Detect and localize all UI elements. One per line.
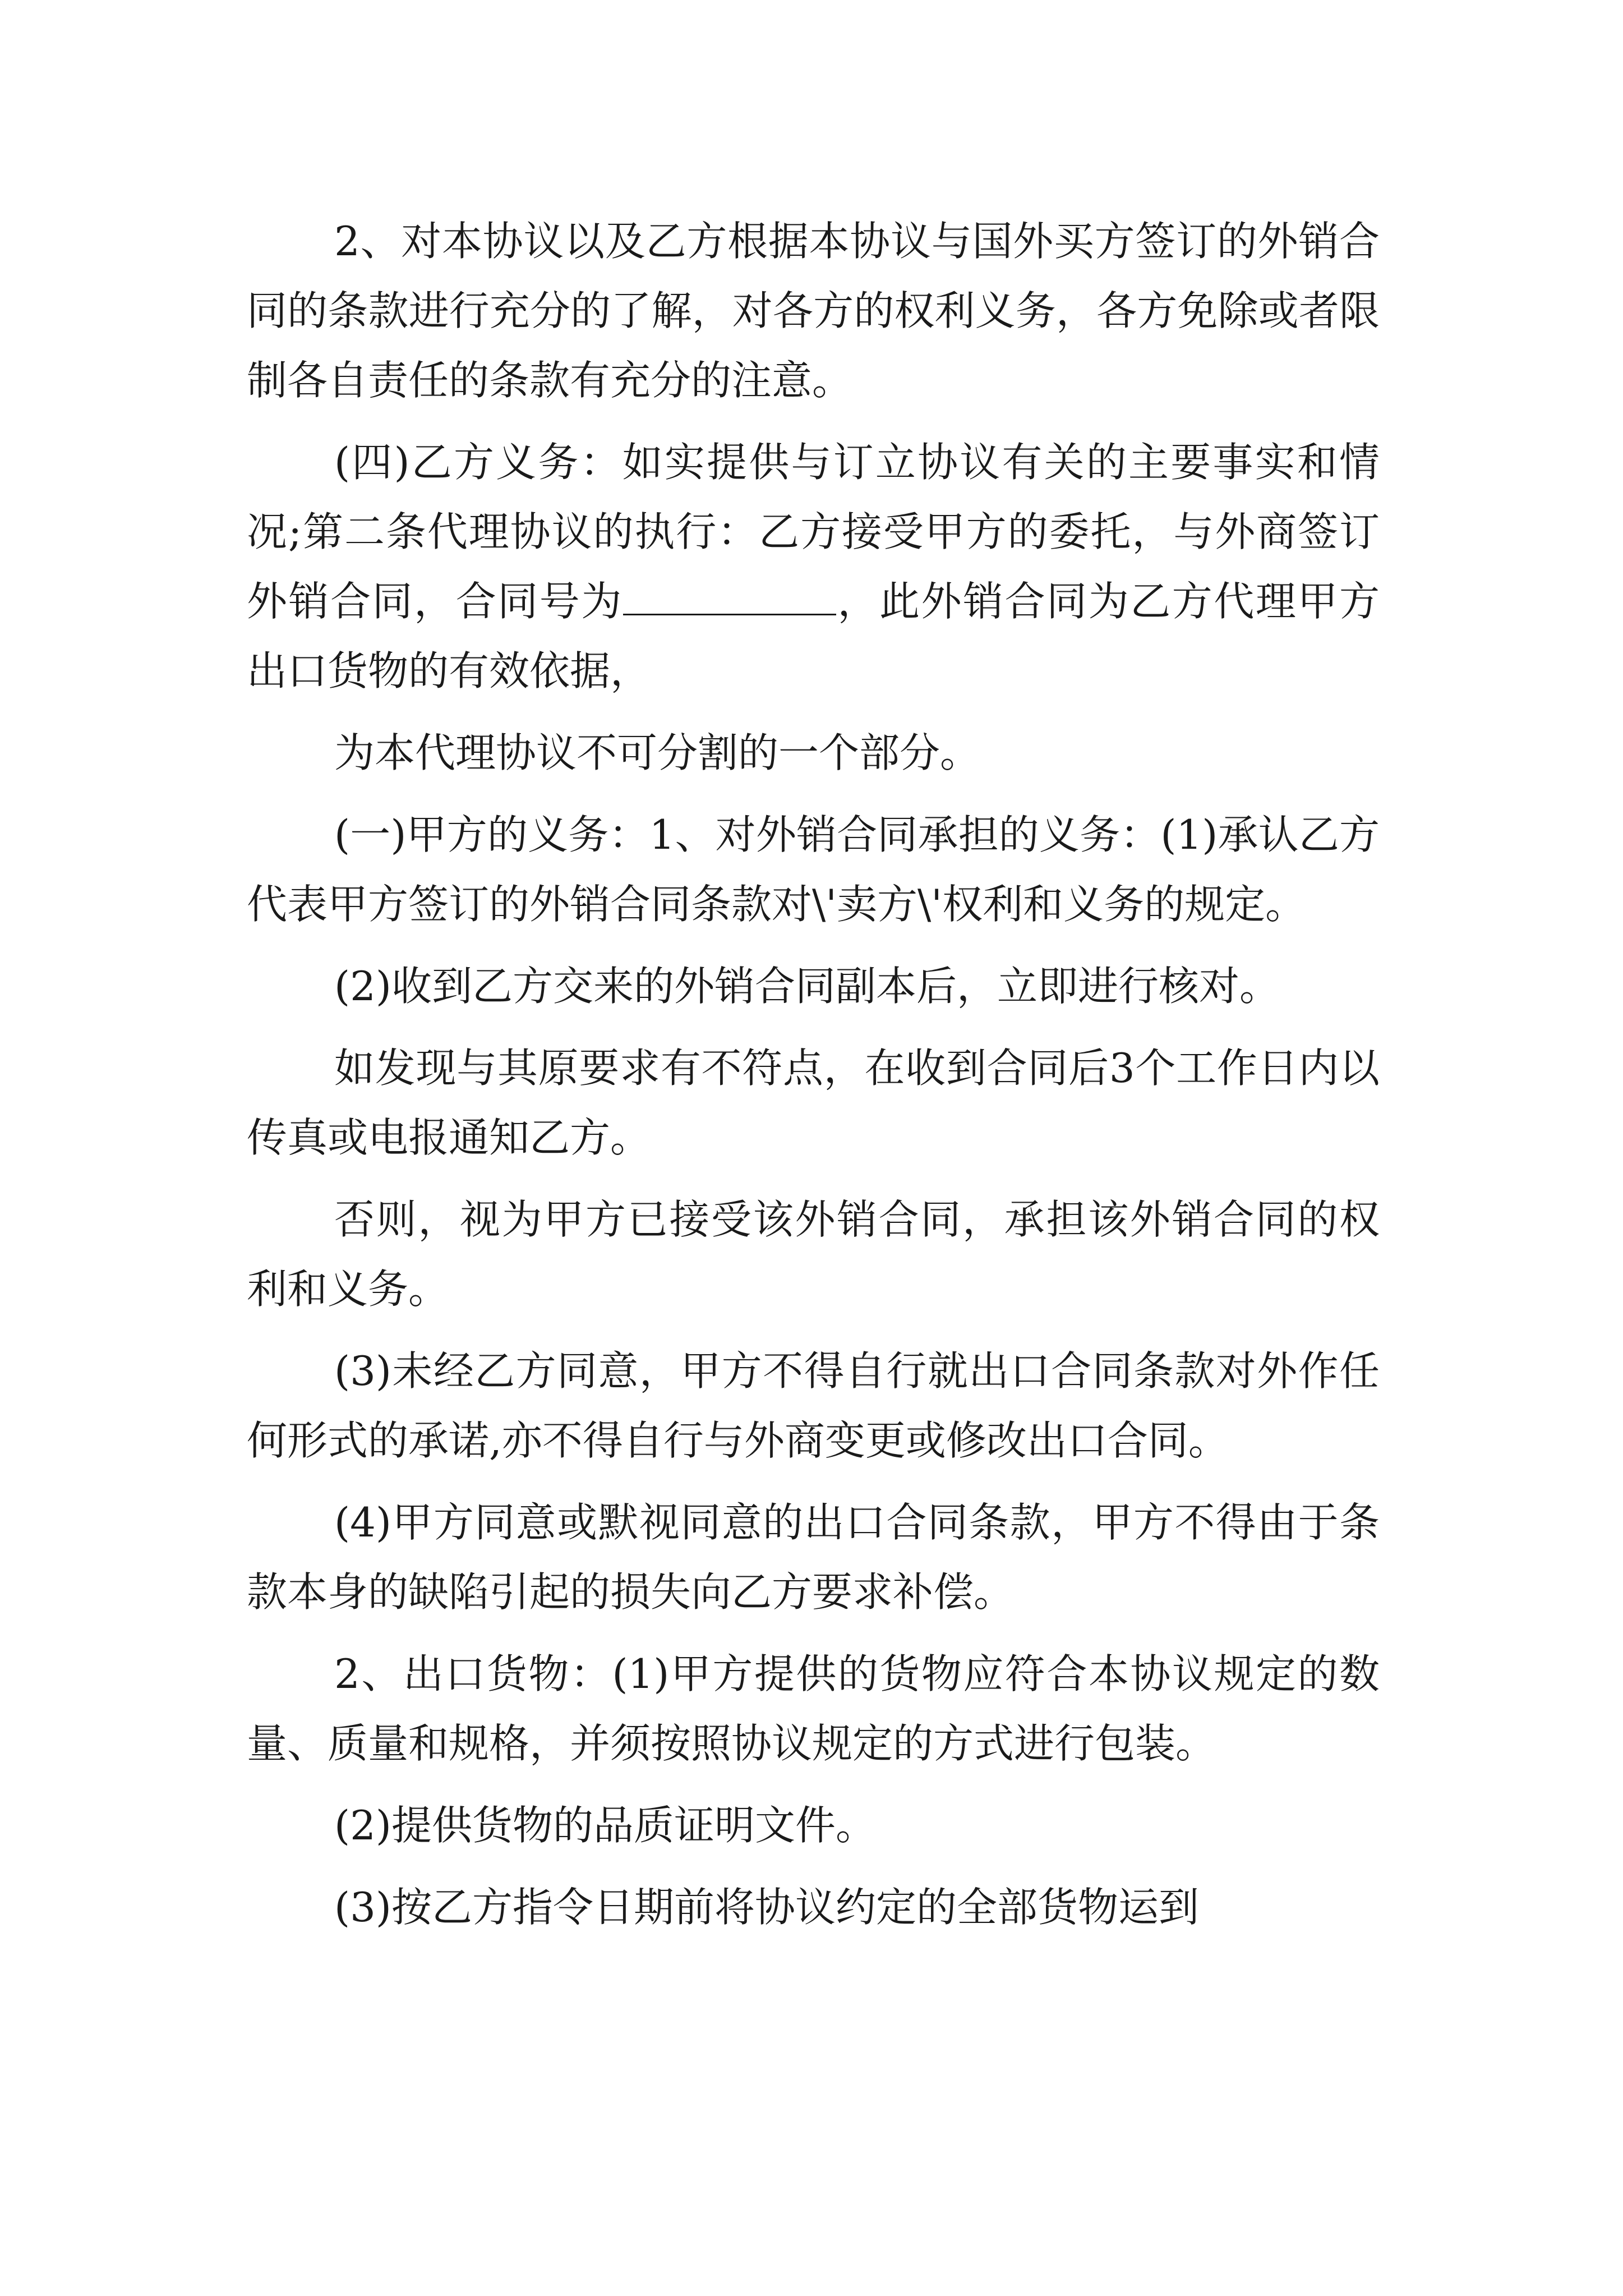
paragraph: 2、对本协议以及乙方根据本协议与国外买方签订的外销合同的条款进行充分的了解，对各方的权利义务，各方免除或者限制各自责任的条款有充分的注意。 — [247, 218, 1380, 404]
paragraph-text: (四)乙方义务：如实提供与订立协议有关的主要事实和情况;第二条代理协议的执行：乙方接受甲方的委托，与外商签订外销合同，合同号为 — [247, 439, 1380, 625]
paragraph: (一)甲方的义务：1、对外销合同承担的义务：(1)承认乙方代表甲方签订的外销合同条款对\'卖方\'权利和义务的规定。 — [247, 811, 1380, 928]
document-body — [247, 206, 1380, 1942]
contract-number-blank — [623, 577, 836, 615]
paragraph: (3)按乙方指令日期前将协议约定的全部货物运到 — [334, 1884, 1199, 1931]
paragraph: (2)收到乙方交来的外销合同副本后，立即进行核对。 — [334, 963, 1280, 1010]
paragraph — [247, 427, 1380, 706]
paragraph-text: ，此外销合同为乙方代理甲方出口货物的有效依据， — [247, 578, 1380, 694]
paragraph: 为本代理协议不可分割的一个部分。 — [334, 729, 981, 776]
paragraph: 2、出口货物：(1)甲方提供的货物应符合本协议规定的数量、质量和规格，并须按照协议规定的方式进行包装。 — [247, 1650, 1380, 1767]
paragraph: (3)未经乙方同意，甲方不得自行就出口合同条款对外作任何形式的承诺,亦不得自行与外商变更或修改出口合同。 — [247, 1347, 1380, 1464]
paragraph: 否则，视为甲方已接受该外销合同，承担该外销合同的权利和义务。 — [247, 1196, 1380, 1313]
paragraph: (4)甲方同意或默视同意的出口合同条款，甲方不得由于条款本身的缺陷引起的损失向乙方要求补偿。 — [247, 1499, 1380, 1616]
paragraph: 如发现与其原要求有不符点，在收到合同后3个工作日内以传真或电报通知乙方。 — [247, 1045, 1380, 1161]
paragraph: (2)提供货物的品质证明文件。 — [334, 1802, 876, 1849]
